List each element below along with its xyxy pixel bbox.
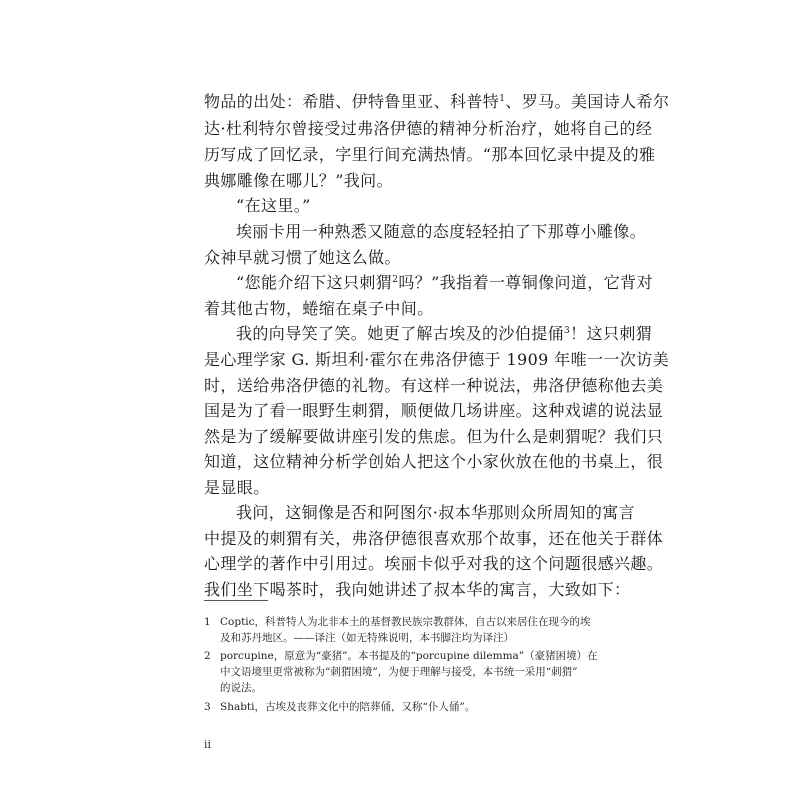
body-line: 中提及的刺猬有关，弗洛伊德很喜欢那个故事，还在他关于群体 [204,529,664,548]
footnote-text: porcupine，原意为“豪猪”。本书提及的“porcupine dilemma”（豪猪困境）在 [220,650,598,662]
body-line: 达·杜利特尔曾接受过弗洛伊德的精神分析治疗，她将自己的经 [204,119,653,138]
footnote-ref: 2 [392,275,399,285]
body-line: 我们坐下喝茶时，我向她讲述了叔本华的寓言，大致如下： [204,580,631,599]
body-line: “您能介绍下这只刺猬$^2$吗？”我指着一尊铜像问道，它背对 [236,273,653,292]
footnote-ref: 1 [499,94,506,104]
body-line: 知道，这位精神分析学创始人把这个小家伙放在他的书桌上，很 [204,452,664,471]
footnote-number: 3 [204,701,211,713]
body-line: 典娜雕像在哪儿？”我问。 [204,171,393,190]
body-line: 是显眼。 [204,478,270,497]
body-line: 我问，这铜像是否和阿图尔·叔本华那则众所周知的寓言 [236,503,636,522]
body-line: 历写成了回忆录，字里行间充满热情。“那本回忆录中提及的雅 [204,145,656,164]
footnote-ref: 3 [564,326,571,336]
footnote-number: 2 [204,650,211,662]
body-line: 心理学的著作中引用过。埃丽卡似乎对我的这个问题很感兴趣。 [204,554,664,573]
footnote-text: 的说法。 [220,682,262,694]
body-line: 我的向导笑了笑。她更了解古埃及的沙伯提俑$^3$！这只刺猬 [236,324,653,343]
footnote-number: 1 [204,616,211,628]
body-line: 着其他古物，蜷缩在桌子中间。 [204,299,434,318]
body-line: 埃丽卡用一种熟悉又随意的态度轻轻拍了下那尊小雕像。 [236,222,647,241]
footnote-text: 及和苏丹地区。——译注（如无特殊说明，本书脚注均为译注） [220,632,514,644]
footnote-text: 中文语境里更常被称为“刺猬困境”，为便于理解与接受，本书统一采用“刺猬” [220,666,578,678]
page-number: ii [204,738,212,751]
body-line: “在这里。” [236,196,311,215]
body-line: 众神早就习惯了她这么做。 [204,248,401,267]
footnote-separator [204,600,268,601]
body-line: 物品的出处：希腊、伊特鲁里亚、科普特$^1$、罗马。美国诗人希尔 [204,92,670,111]
body-line: 然是为了缓解要做讲座引发的焦虑。但为什么是刺猬呢？我们只 [204,427,664,446]
body-line: 时，送给弗洛伊德的礼物。有这样一种说法，弗洛伊德称他去美 [204,376,664,395]
body-line: 国是为了看一眼野生刺猬，顺便做几场讲座。这种戏谑的说法显 [204,401,664,420]
footnote-text: Shabti，古埃及丧葬文化中的陪葬俑，又称“仆人俑”。 [220,701,476,713]
body-line: 是心理学家 G. 斯坦利·霍尔在弗洛伊德于 1909 年唯一一次访美 [204,350,670,369]
footnote-text: Coptic，科普特人为北非本土的基督教民族宗教群体，自古以来居住在现今的埃 [220,616,591,628]
